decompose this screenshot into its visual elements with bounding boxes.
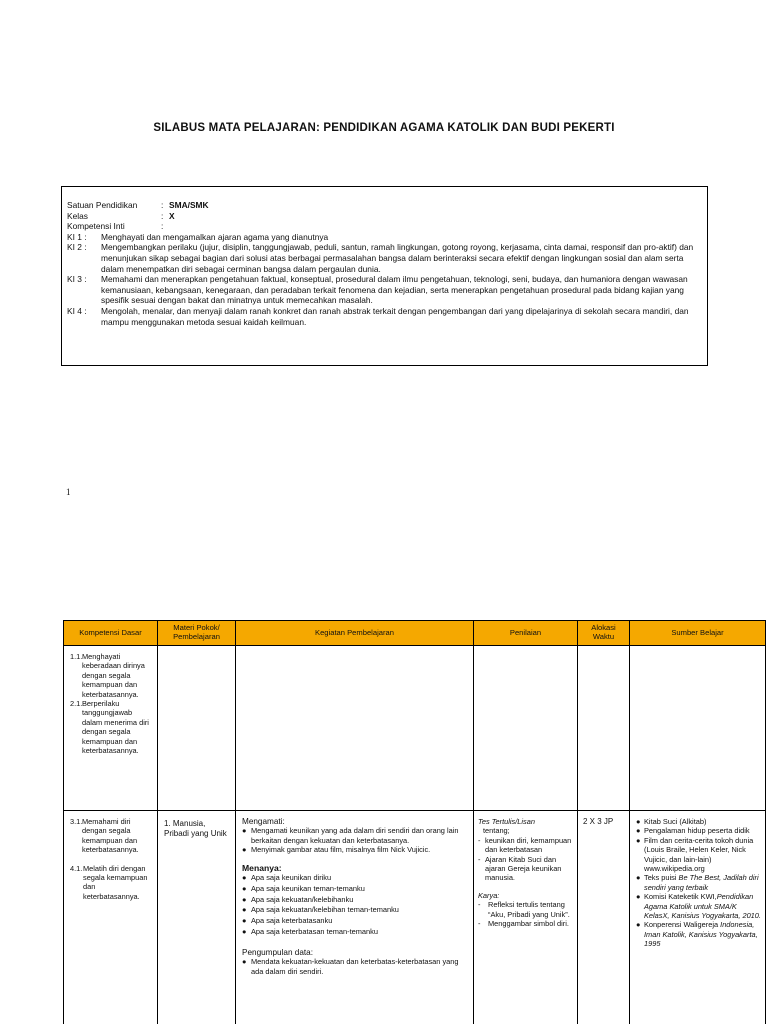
empty-cell	[474, 646, 578, 811]
ki-3	[67, 274, 701, 306]
kd-item	[70, 652, 153, 699]
list-item: ● Menyimak gambar atau film, misalnya film Nick Vujicic.	[242, 845, 431, 855]
table-row	[64, 811, 766, 1024]
header-alokasi-waktu: Alokasi Waktu	[578, 621, 630, 646]
info-colon: :	[161, 210, 164, 221]
list-item: ● Mengamati keunikan yang ada dalam diri sendiri dan orang lain berkaitan dengan kekuatan dan keterbatasanya.	[242, 826, 459, 845]
karya-heading: Karya:	[478, 890, 500, 900]
list-item: ● Apa saja keunikan diriku	[242, 873, 332, 883]
ki-key: KI 4 :	[67, 305, 87, 316]
info-colon: :	[161, 200, 164, 210]
info-key: Satuan Pendidikan	[67, 200, 138, 210]
list-item: ● Film dan cerita-cerita tokoh dunia (Louis Braile, Helen Keler, Nick Vujicic, dan lain-lain) www.wikipedia.org	[636, 835, 754, 874]
list-item: ● Mendata kekuatan-kekuatan dan keterbatas-keterbatasan yang ada dalam diri sendiri.	[242, 957, 459, 976]
ki-text: Memahami dan menerapkan pengetahuan faktual, konseptual, prosedural dalam ilmu pengetahuan, teknologi, seni, budaya, dan humaniora dengan wawasan kemanusiaan, kebangsaan, kenegaraan, dan peradaban terkait fenomena dan kejadian, serta menerapkan pengetahuan prosedural pada bidang kajian yang spesifik sesuai dengan bakat dan minatnya untuk memecahkan masalah.	[101, 274, 688, 306]
kd-number: 1.1.	[70, 652, 83, 661]
list-item: ● Apa saja keunikan teman-temanku	[242, 883, 365, 893]
kd-item	[70, 864, 153, 902]
info-key: Kelas	[67, 210, 88, 221]
document-title: SILABUS MATA PELAJARAN: PENDIDIKAN AGAMA KATOLIK DAN BUDI PEKERTI	[153, 122, 615, 134]
menanya-heading: Menanya:	[242, 862, 282, 873]
sumber-cell	[630, 811, 766, 1024]
kd-cell	[64, 811, 158, 1024]
list-item: ● Apa saja keterbatasan teman-temanku	[242, 927, 378, 937]
pengumpulan-heading: Pengumpulan data:	[242, 947, 314, 957]
ki-2	[67, 242, 701, 274]
list-item: ● Konperensi Waligereja Indonesia, Iman Katolik, Kanisius Yogyakarta, 1995	[636, 920, 758, 949]
header-penilaian: Penilaian	[474, 621, 578, 646]
info-row-satuan	[67, 200, 701, 211]
materi-cell: 1. Manusia, Pribadi yang Unik	[158, 811, 236, 1024]
list-item: ● Pengalaman hidup peserta didik	[636, 826, 750, 836]
empty-cell	[236, 646, 474, 811]
alokasi-cell: 2 X 3 JP	[578, 811, 630, 1024]
list-item: - Menggambar simbol diri.	[478, 919, 569, 929]
kd-number: 3.1.	[70, 817, 83, 826]
tes-heading: Tes Tertulis/Lisan	[478, 817, 535, 826]
syllabus-table	[63, 620, 766, 1024]
info-box	[61, 186, 708, 366]
pengumpulan-list	[242, 957, 469, 976]
info-value: SMA/SMK	[169, 200, 209, 210]
ki-1	[67, 232, 701, 243]
table-row	[64, 646, 766, 811]
list-item: - keunikan diri, kemampuan dan keterbatasan	[478, 835, 572, 855]
page-number: 1	[66, 487, 71, 497]
ki-key: KI 2 :	[67, 242, 87, 253]
list-item: ● Apa saja kekuatan/kelebihanku	[242, 894, 354, 904]
header-kompetensi-dasar: Kompetensi Dasar	[64, 621, 158, 646]
ki-text: Menghayati dan mengamalkan ajaran agama yang dianutnya	[101, 231, 329, 242]
info-value: X	[169, 210, 175, 221]
table-header-row	[64, 621, 766, 646]
info-key: Kompetensi Inti	[67, 221, 125, 232]
info-colon: :	[161, 221, 164, 232]
header-materi-pokok: Materi Pokok/ Pembelajaran	[158, 621, 236, 646]
ki-text: Mengolah, menalar, dan menyaji dalam ranah konkret dan ranah abstrak terkait dengan pengembangan dari yang dipelajarinya di sekolah secara mandiri, dan mampu menggunakan metoda sesuai kaidah keilmuan.	[101, 305, 689, 327]
kd-text: Berperilaku tanggungjawab dalam menerima diri dengan segala kemampuan dan keterbatasannya.	[82, 699, 149, 756]
info-row-kompetensi-inti	[67, 221, 701, 232]
tes-sub: tentang;	[483, 826, 510, 836]
list-item: ● Apa saja kekuatan/kelebihan teman-temanku	[242, 905, 399, 915]
empty-cell	[630, 646, 766, 811]
header-sumber-belajar: Sumber Belajar	[630, 621, 766, 646]
penilaian-cell	[474, 811, 578, 1024]
ki-key: KI 1 :	[67, 231, 87, 242]
ki-key: KI 3 :	[67, 274, 87, 285]
list-item: ● Kitab Suci (Alkitab)	[636, 817, 707, 826]
list-item: - Refleksi tertulis tentang “Aku, Pribadi yang Unik”.	[478, 900, 570, 919]
list-item: ● Apa saja keterbatasanku	[242, 916, 333, 926]
kd-item	[70, 699, 153, 755]
list-item: - Ajaran Kitab Suci dan ajaran Gereja keunikan manusia.	[478, 854, 562, 883]
menanya-list	[242, 873, 469, 938]
kd-number: 2.1.	[70, 699, 83, 709]
kd-item	[70, 817, 153, 855]
mengamati-heading: Mengamati:	[242, 817, 285, 826]
header-kegiatan: Kegiatan Pembelajaran	[236, 621, 474, 646]
kd-cell	[64, 646, 158, 811]
list-item: ● Teks puisi Be The Best, Jadilah diri sendiri yang terbaik	[636, 873, 759, 892]
empty-cell	[578, 646, 630, 811]
kd-text: Menghayati keberadaan dirinya dengan segala kemampuan dan keterbatasannya.	[82, 652, 145, 699]
list-item: ● Komisi Kateketik KWI,Pendidikan Agama Katolik untuk SMA/K KelasX, Kanisius Yogyakarta, 2010.	[636, 892, 761, 921]
kd-number: 4.1.	[70, 863, 83, 873]
kd-text: Memahami diri dengan segala kemampuan dan keterbatasannya.	[82, 817, 139, 855]
kd-text: Melatih diri dengan segala kemampuan dan keterbatasannya.	[83, 863, 148, 901]
ki-text: Mengembangkan perilaku (jujur, disiplin, tanggungjawab, peduli, santun, ramah lingkungan, gotong royong, kerjasama, cinta damai, responsif dan pro-aktif) dan menunjukan sikap sebagai bagian dari solusi atas berbagai permasalahan bangsa dalam berinteraksi secara efektif dengan lingkungan sosial dan alam serta dalam menempatkan diri sebagai cerminan bangsa dalam pergaulan dunia.	[101, 242, 694, 274]
kegiatan-cell	[236, 811, 474, 1024]
info-row-kelas	[67, 211, 701, 222]
ki-4	[67, 306, 701, 327]
empty-cell	[158, 646, 236, 811]
mengamati-list	[242, 826, 469, 854]
